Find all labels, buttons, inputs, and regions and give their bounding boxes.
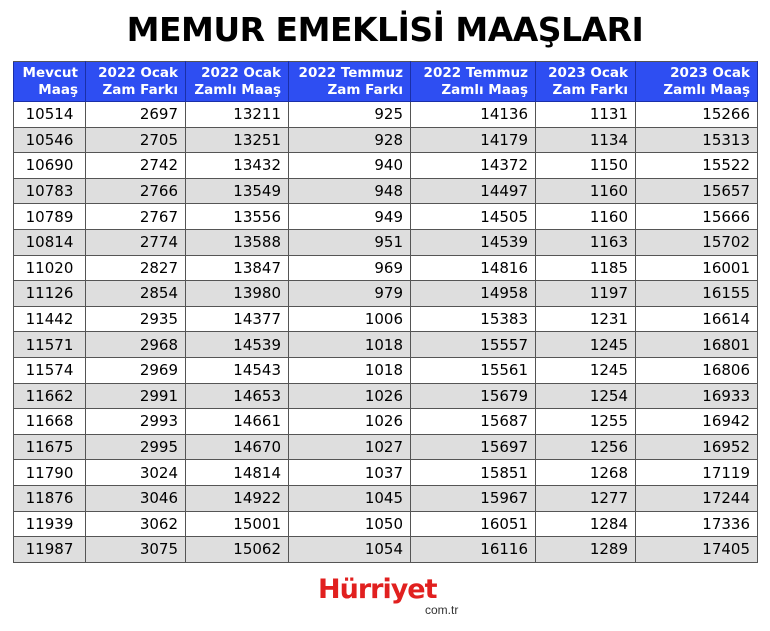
table-cell: 11126 bbox=[14, 281, 86, 307]
table-cell: 14377 bbox=[186, 306, 289, 332]
table-row bbox=[14, 306, 758, 332]
table-cell: 1037 bbox=[289, 460, 411, 486]
table-cell: 15383 bbox=[411, 306, 536, 332]
table-cell: 949 bbox=[289, 204, 411, 230]
table-cell: 10546 bbox=[14, 127, 86, 153]
table-cell: 2767 bbox=[86, 204, 186, 230]
table-cell: 13432 bbox=[186, 153, 289, 179]
table-cell: 17119 bbox=[636, 460, 758, 486]
table-cell: 14372 bbox=[411, 153, 536, 179]
table-cell: 979 bbox=[289, 281, 411, 307]
table-cell: 969 bbox=[289, 255, 411, 281]
table-cell: 1050 bbox=[289, 511, 411, 537]
table-cell: 1256 bbox=[536, 434, 636, 460]
table-cell: 14653 bbox=[186, 383, 289, 409]
table-cell: 2766 bbox=[86, 178, 186, 204]
table-cell: 1150 bbox=[536, 153, 636, 179]
table-cell: 2935 bbox=[86, 306, 186, 332]
logo-domain: com.tr bbox=[425, 603, 459, 617]
header-2023-jan-salary: 2023 Ocak Zamlı Maaş bbox=[636, 62, 758, 102]
table-row bbox=[14, 229, 758, 255]
table-cell: 11987 bbox=[14, 537, 86, 563]
table-cell: 14670 bbox=[186, 434, 289, 460]
table-cell: 1268 bbox=[536, 460, 636, 486]
table-cell: 13549 bbox=[186, 178, 289, 204]
table-cell: 1277 bbox=[536, 485, 636, 511]
table-cell: 17244 bbox=[636, 485, 758, 511]
table-row bbox=[14, 485, 758, 511]
table-cell: 928 bbox=[289, 127, 411, 153]
table-cell: 951 bbox=[289, 229, 411, 255]
table-cell: 13847 bbox=[186, 255, 289, 281]
table-cell: 1006 bbox=[289, 306, 411, 332]
table-cell: 1027 bbox=[289, 434, 411, 460]
table-row bbox=[14, 102, 758, 128]
header-2023-jan-raise: 2023 Ocak Zam Farkı bbox=[536, 62, 636, 102]
table-cell: 10690 bbox=[14, 153, 86, 179]
table-cell: 2969 bbox=[86, 357, 186, 383]
table-cell: 14539 bbox=[411, 229, 536, 255]
table-cell: 10814 bbox=[14, 229, 86, 255]
table-cell: 1245 bbox=[536, 357, 636, 383]
table-row bbox=[14, 281, 758, 307]
table-cell: 11442 bbox=[14, 306, 86, 332]
table-row bbox=[14, 434, 758, 460]
table-row bbox=[14, 204, 758, 230]
table-cell: 14497 bbox=[411, 178, 536, 204]
table-cell: 3024 bbox=[86, 460, 186, 486]
page-title: MEMUR EMEKLİSİ MAAŞLARI bbox=[126, 10, 644, 49]
table-cell: 16116 bbox=[411, 537, 536, 563]
table-cell: 15062 bbox=[186, 537, 289, 563]
table-cell: 14539 bbox=[186, 332, 289, 358]
table-cell: 11876 bbox=[14, 485, 86, 511]
table-cell: 3046 bbox=[86, 485, 186, 511]
table-cell: 3062 bbox=[86, 511, 186, 537]
salary-table bbox=[13, 61, 758, 563]
table-cell: 1289 bbox=[536, 537, 636, 563]
table-cell: 2827 bbox=[86, 255, 186, 281]
table-cell: 14543 bbox=[186, 357, 289, 383]
header-2022-jul-raise: 2022 Temmuz Zam Farkı bbox=[289, 62, 411, 102]
table-cell: 15522 bbox=[636, 153, 758, 179]
table-cell: 1185 bbox=[536, 255, 636, 281]
table-cell: 1134 bbox=[536, 127, 636, 153]
table-cell: 11790 bbox=[14, 460, 86, 486]
table-cell: 1255 bbox=[536, 409, 636, 435]
table-cell: 15702 bbox=[636, 229, 758, 255]
table-cell: 15557 bbox=[411, 332, 536, 358]
header-2022-jan-raise: 2022 Ocak Zam Farkı bbox=[86, 62, 186, 102]
table-cell: 15679 bbox=[411, 383, 536, 409]
table-row bbox=[14, 511, 758, 537]
table-cell: 15001 bbox=[186, 511, 289, 537]
table-cell: 16801 bbox=[636, 332, 758, 358]
table-cell: 15666 bbox=[636, 204, 758, 230]
table-cell: 1045 bbox=[289, 485, 411, 511]
table-cell: 14958 bbox=[411, 281, 536, 307]
table-cell: 16942 bbox=[636, 409, 758, 435]
table-cell: 11662 bbox=[14, 383, 86, 409]
table-row bbox=[14, 409, 758, 435]
hurriyet-logo bbox=[318, 574, 458, 618]
table-row bbox=[14, 332, 758, 358]
table-header bbox=[14, 62, 758, 102]
table-row bbox=[14, 383, 758, 409]
table-cell: 1245 bbox=[536, 332, 636, 358]
table-cell: 13588 bbox=[186, 229, 289, 255]
table-cell: 1284 bbox=[536, 511, 636, 537]
table-cell: 17405 bbox=[636, 537, 758, 563]
table-cell: 11675 bbox=[14, 434, 86, 460]
table-cell: 11939 bbox=[14, 511, 86, 537]
table-row bbox=[14, 153, 758, 179]
table-cell: 1026 bbox=[289, 383, 411, 409]
table-cell: 2697 bbox=[86, 102, 186, 128]
table-cell: 16952 bbox=[636, 434, 758, 460]
logo-wordmark: Hürriyet bbox=[318, 574, 437, 605]
table-cell: 1197 bbox=[536, 281, 636, 307]
table-cell: 16933 bbox=[636, 383, 758, 409]
table-cell: 1018 bbox=[289, 332, 411, 358]
table-cell: 948 bbox=[289, 178, 411, 204]
table-cell: 2854 bbox=[86, 281, 186, 307]
table-cell: 15313 bbox=[636, 127, 758, 153]
table-cell: 14661 bbox=[186, 409, 289, 435]
table-cell: 14816 bbox=[411, 255, 536, 281]
table-cell: 14179 bbox=[411, 127, 536, 153]
table-cell: 16155 bbox=[636, 281, 758, 307]
header-2022-jan-salary: 2022 Ocak Zamlı Maaş bbox=[186, 62, 289, 102]
table-cell: 1163 bbox=[536, 229, 636, 255]
table-row bbox=[14, 127, 758, 153]
table-cell: 15967 bbox=[411, 485, 536, 511]
header-current-salary: Mevcut Maaş bbox=[14, 62, 86, 102]
table-cell: 1018 bbox=[289, 357, 411, 383]
table-cell: 13251 bbox=[186, 127, 289, 153]
table-cell: 15657 bbox=[636, 178, 758, 204]
table-cell: 1131 bbox=[536, 102, 636, 128]
table-cell: 2995 bbox=[86, 434, 186, 460]
table-cell: 10789 bbox=[14, 204, 86, 230]
table-cell: 10783 bbox=[14, 178, 86, 204]
table-cell: 16614 bbox=[636, 306, 758, 332]
header-2022-jul-salary: 2022 Temmuz Zamlı Maaş bbox=[411, 62, 536, 102]
table-cell: 1026 bbox=[289, 409, 411, 435]
table-cell: 13980 bbox=[186, 281, 289, 307]
table-cell: 2705 bbox=[86, 127, 186, 153]
table-cell: 14136 bbox=[411, 102, 536, 128]
table-cell: 11571 bbox=[14, 332, 86, 358]
table-cell: 1054 bbox=[289, 537, 411, 563]
table-cell: 15561 bbox=[411, 357, 536, 383]
table-row bbox=[14, 255, 758, 281]
table-row bbox=[14, 537, 758, 563]
table-cell: 10514 bbox=[14, 102, 86, 128]
table-cell: 1160 bbox=[536, 204, 636, 230]
table-row bbox=[14, 178, 758, 204]
table-cell: 15266 bbox=[636, 102, 758, 128]
table-cell: 11574 bbox=[14, 357, 86, 383]
header-row bbox=[14, 62, 758, 102]
table-cell: 15697 bbox=[411, 434, 536, 460]
table-cell: 17336 bbox=[636, 511, 758, 537]
table-cell: 1231 bbox=[536, 306, 636, 332]
table-cell: 2991 bbox=[86, 383, 186, 409]
table-cell: 2968 bbox=[86, 332, 186, 358]
table-cell: 16001 bbox=[636, 255, 758, 281]
table-cell: 14922 bbox=[186, 485, 289, 511]
table-cell: 15687 bbox=[411, 409, 536, 435]
table-cell: 925 bbox=[289, 102, 411, 128]
table-cell: 2774 bbox=[86, 229, 186, 255]
table-row bbox=[14, 357, 758, 383]
table-cell: 11020 bbox=[14, 255, 86, 281]
table-cell: 3075 bbox=[86, 537, 186, 563]
table-cell: 1160 bbox=[536, 178, 636, 204]
table-body bbox=[14, 102, 758, 563]
table-cell: 13556 bbox=[186, 204, 289, 230]
table-cell: 2742 bbox=[86, 153, 186, 179]
table-cell: 14814 bbox=[186, 460, 289, 486]
table-cell: 2993 bbox=[86, 409, 186, 435]
table-cell: 16051 bbox=[411, 511, 536, 537]
table-cell: 14505 bbox=[411, 204, 536, 230]
table-row bbox=[14, 460, 758, 486]
table-cell: 11668 bbox=[14, 409, 86, 435]
table-cell: 940 bbox=[289, 153, 411, 179]
table-cell: 16806 bbox=[636, 357, 758, 383]
table-cell: 1254 bbox=[536, 383, 636, 409]
table-cell: 13211 bbox=[186, 102, 289, 128]
table-cell: 15851 bbox=[411, 460, 536, 486]
